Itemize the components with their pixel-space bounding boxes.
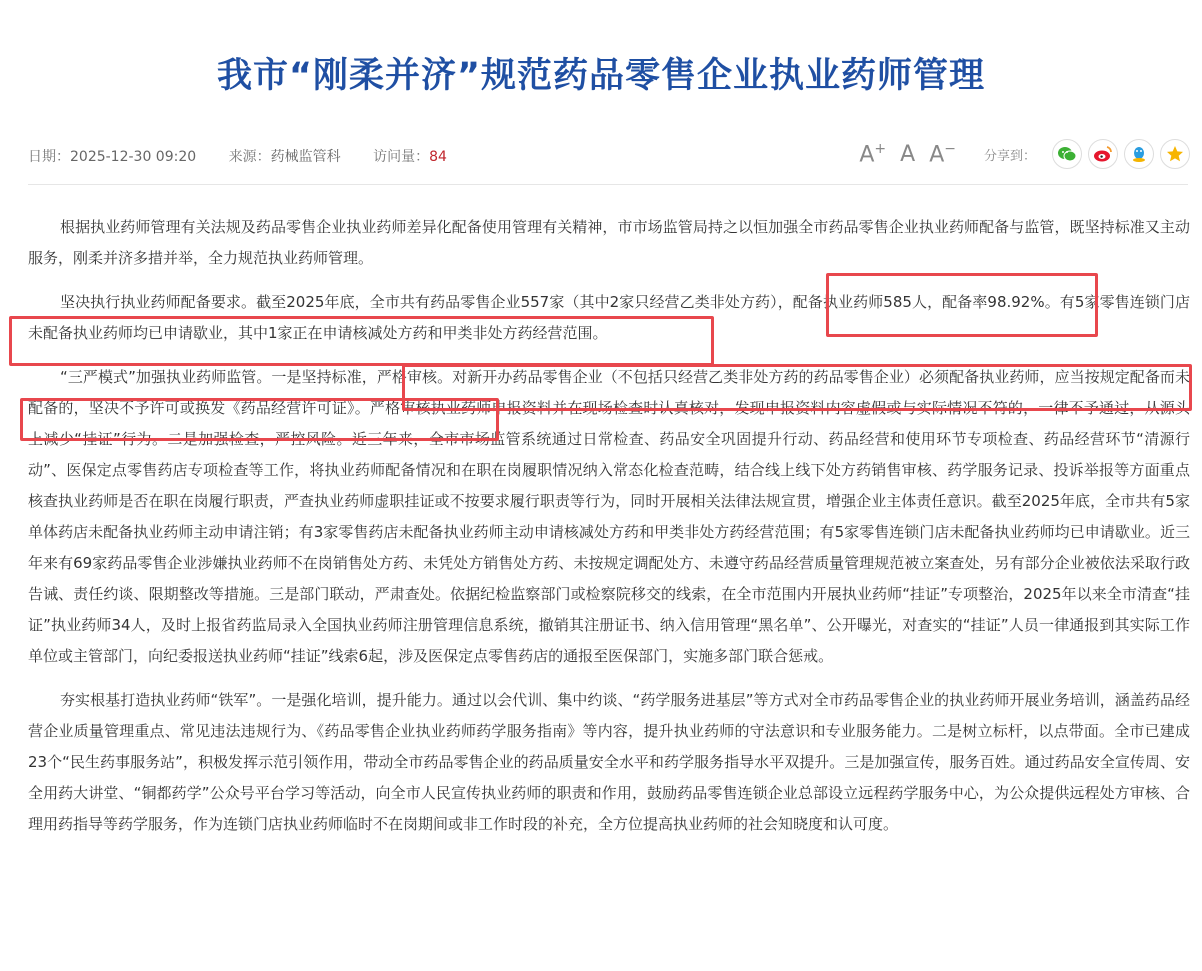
- weibo-icon[interactable]: [1088, 139, 1118, 169]
- views-label: 访问量：: [373, 149, 430, 165]
- publish-date: [28, 146, 196, 166]
- article-body: [28, 212, 1190, 853]
- font-increase-button[interactable]: [859, 141, 886, 167]
- article-title: 我市“刚柔并济”规范药品零售企业执业药师管理: [216, 56, 985, 96]
- paragraph-staffing: 坚决执行执业药师配备要求。截至2025年底，全市共有药品零售企业557家（其中2家只经营乙类非处方药），配备执业药师585人，配备率98.92%。有5家零售连锁门店未配备执业药师均已申请歇业，其中1家正在申请核减处方药和甲类非处方药经营范围。: [28, 293, 1190, 342]
- source-value: 药械监管科: [270, 149, 341, 165]
- font-increase-mark: +: [874, 140, 887, 157]
- header-divider: [28, 184, 1188, 185]
- font-increase-letter: A: [859, 142, 875, 168]
- date-value: 2025-12-30 09:20: [70, 149, 197, 165]
- share-label: 分享到：: [983, 148, 1036, 164]
- paragraph-training: 夯实根基打造执业药师“铁军”。一是强化培训，提升能力。通过以会代训、集中约谈、“药学服务进基层”等方式对全市药品零售企业的执业药师开展业务培训，涵盖药品经营企业质量管理重点、常见违法违规行为、《药品零售企业执业药师药学服务指南》等内容，提升执业药师的守法意识和专业服务能力。二是树立标杆，以点带面。全市已建成23个“民生药事服务站”，积极发挥示范引领作用，带动全市药品零售企业的药品质量安全水平和药学服务指导水平双提升。三是加强宣传，服务百姓。通过药品安全宣传周、安全用药大讲堂、“铜都药学”公众号平台学习等活动，向全市人民宣传执业药师的职责和作用，鼓励药品零售连锁企业总部设立远程药学服务中心，为公众提供远程处方审核、合理用药指导等药学服务，作为连锁门店执业药师临时不在岗期间或非工作时段的补充，全方位提高执业药师的社会知晓度和认可度。: [28, 691, 1190, 833]
- font-decrease-letter: A: [929, 142, 945, 168]
- wechat-icon[interactable]: [1052, 139, 1082, 169]
- date-label: 日期：: [28, 149, 70, 165]
- source-label: 来源：: [228, 149, 271, 165]
- qq-icon[interactable]: [1124, 139, 1154, 169]
- font-normal-button[interactable]: A: [900, 141, 916, 167]
- qzone-icon[interactable]: [1160, 139, 1190, 169]
- view-count: [373, 146, 447, 166]
- paragraph-intro: 根据执业药师管理有关法规及药品零售企业执业药师差异化配备使用管理有关精神，市市场监管局持之以恒加强全市药品零售企业执业药师配备与监管，既坚持标准又主动服务，刚柔并济多措并举，全力规范执业药师管理。: [28, 218, 1190, 267]
- font-decrease-mark: −: [944, 140, 956, 157]
- article-source: [229, 146, 341, 166]
- paragraph-supervision: “三严模式”加强执业药师监管。一是坚持标准，严格审核。对新开办药品零售企业（不包括只经营乙类非处方药的药品零售企业）必须配备执业药师，应当按规定配备而未配备的，坚决不予许可或换发《药品经营许可证》。严格审核执业药师申报资料并在现场检查时认真核对，发现申报资料内容虚假或与实际情况不符的，一律不予通过，从源头上减少“挂证”行为。二是加强检查，严控风险。近三年来，全市市场监管系统通过日常检查、药品安全巩固提升行动、药品经营和使用环节专项检查、药品经营环节“清源行动”、医保定点零售药店专项检查等工作，将执业药师配备情况和在职在岗履职情况纳入常态化检查范畴，结合线上线下处方药销售审核、药学服务记录、投诉举报等方面重点核查执业药师是否在职在岗履行职责，严查执业药师虚职挂证或不按要求履行职责等行为，同时开展相关法律法规宣贯，增强企业主体责任意识。截至2025年底，全市共有5家单体药店未配备执业药师主动申请注销；有3家零售药店未配备执业药师主动申请核减处方药和甲类非处方药经营范围；有5家零售连锁门店未配备执业药师均已申请歇业。近三年来有69家药品零售企业涉嫌执业药师不在岗销售处方药、未凭处方销售处方药、未按规定调配处方、未遵守药品经营质量管理规范被立案查处，另有部分企业被依法采取行政告诫、责任约谈、限期整改等措施。三是部门联动，严肃查处。依据纪检监察部门或检察院移交的线索，在全市范围内开展执业药师“挂证”专项整治，2025年以来全市清查“挂证”执业药师34人，及时上报省药监局录入全国执业药师注册管理信息系统，撤销其注册证书、纳入信用管理“黑名单”、公开曝光，对查实的“挂证”人员一律通报到其实际工作单位或主管部门，向纪委报送执业药师“挂证”线索6起，涉及医保定点零售药店的通报至医保部门，实施多部门联合惩戒。: [28, 368, 1190, 665]
- article-tools: [859, 136, 1190, 172]
- views-value: 84: [429, 149, 447, 165]
- font-decrease-button[interactable]: [929, 141, 956, 167]
